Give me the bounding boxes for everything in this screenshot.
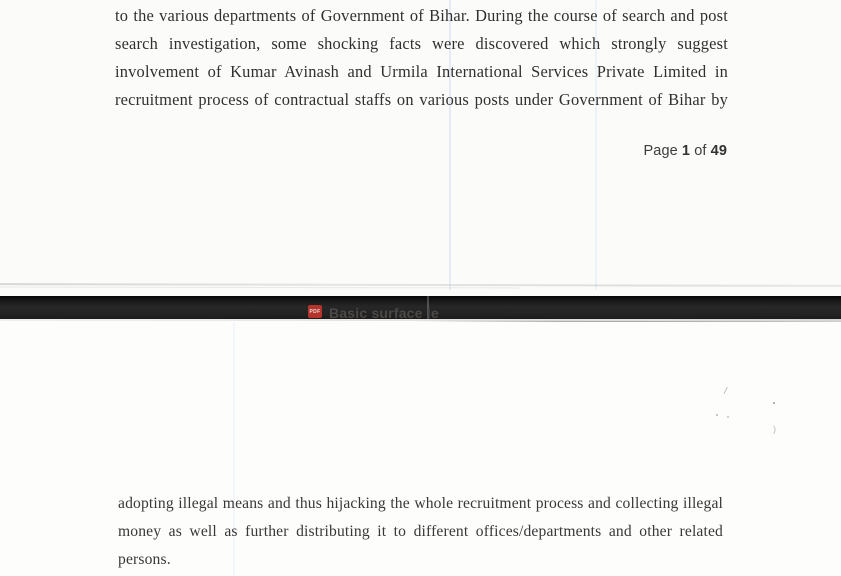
scan-speck: / xyxy=(722,385,728,398)
text-line: search investigation, some shocking facts were discovered which strongly suggest xyxy=(115,34,728,53)
page-total: 49 xyxy=(710,143,727,159)
scan-speck xyxy=(727,416,729,418)
text-line: recruitment process of contractual staffs on various posts under Government of Bihar by xyxy=(115,90,728,109)
page-of: of xyxy=(690,143,711,159)
separator-file-info xyxy=(308,305,439,319)
page-number-label xyxy=(644,143,727,159)
page-current: 1 xyxy=(681,143,691,159)
scan-speck xyxy=(773,402,775,404)
scan-speck: ) xyxy=(773,424,776,434)
page2-paragraph xyxy=(118,490,723,574)
scan-speck xyxy=(716,414,718,416)
scanned-page-2 xyxy=(0,322,841,576)
page1-paragraph xyxy=(115,2,728,114)
text-line: to the various departments of Government of Bihar. During the course of search and post xyxy=(115,6,728,25)
text-line: money as well as further distributing it to different offices/departments and other related xyxy=(118,523,723,540)
separator-file-title: Basic surface le xyxy=(329,305,439,319)
text-line: involvement of Kumar Avinash and Urmila International Services Private Limited in xyxy=(115,62,728,81)
text-line: adopting illegal means and thus hijacking the whole recruitment process and collecting illegal xyxy=(118,495,723,512)
page-separator-band xyxy=(0,296,841,319)
page-word: Page xyxy=(643,143,682,159)
pdf-file-icon: PDF xyxy=(308,305,322,318)
text-line: persons. xyxy=(118,551,171,568)
